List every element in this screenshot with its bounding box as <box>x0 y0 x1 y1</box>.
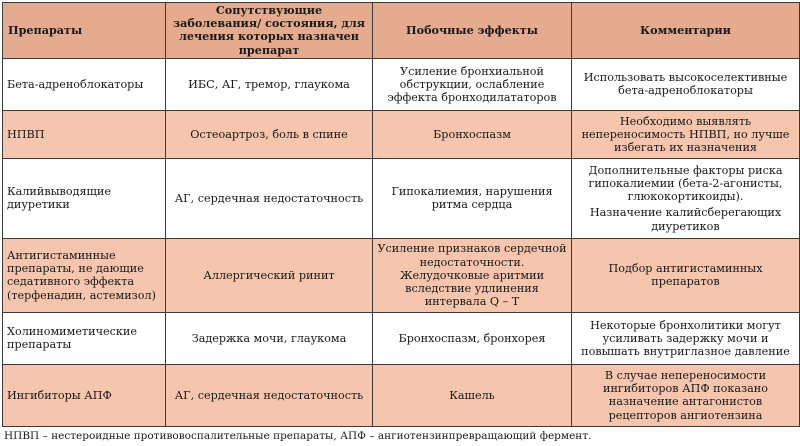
cell-drug: НПВП <box>3 110 166 158</box>
comment-line: В случае непереносимости ингибиторов АПФ показано назначение антагонистов рецепторов ангиотензина <box>603 368 768 422</box>
cell-comments <box>572 110 800 158</box>
cell-comments <box>572 312 800 364</box>
table-row <box>3 312 800 364</box>
comment-line: Некоторые бронхолитики могут усиливать задержку мочи и повышать внутриглазное давление <box>581 318 790 358</box>
header-drugs: Препараты <box>3 3 166 59</box>
cell-drug: Ингибиторы АПФ <box>3 364 166 426</box>
comment-line: Подбор антигистаминных препаратов <box>608 262 763 289</box>
cell-drug: Бета-адреноблокаторы <box>3 58 166 110</box>
cell-side-effects: Усиление бронхиальной обструкции, ослабление эффекта бронходилататоров <box>373 58 572 110</box>
cell-conditions: АГ, сердечная недостаточность <box>166 158 373 238</box>
cell-drug: Холиномиметические препараты <box>3 312 166 364</box>
cell-side-effects: Гипокалиемия, нарушения ритма сердца <box>373 158 572 238</box>
table-row <box>3 364 800 426</box>
cell-drug: Калийвыводящие диуретики <box>3 158 166 238</box>
cell-side-effects: Кашель <box>373 364 572 426</box>
header-comments: Комментарии <box>572 3 800 59</box>
cell-conditions: Остеоартроз, боль в спине <box>166 110 373 158</box>
abbreviations-footnote: НПВП – нестероидные противовоспалительные препараты, АПФ – ангиотензинпревращающий фермент. <box>4 430 592 442</box>
comment-line: Необходимо выявлять непереносимость НПВП, но лучше избегать их назначения <box>581 114 790 154</box>
cell-side-effects: Бронхоспазм, бронхорея <box>373 312 572 364</box>
cell-comments <box>572 58 800 110</box>
cell-comments <box>572 158 800 238</box>
drug-interactions-table <box>2 2 800 427</box>
cell-comments <box>572 238 800 312</box>
header-side-effects: Побочные эффекты <box>373 3 572 59</box>
table-row <box>3 238 800 312</box>
cell-comments <box>572 364 800 426</box>
table-row <box>3 58 800 110</box>
cell-conditions: ИБС, АГ, тремор, глаукома <box>166 58 373 110</box>
cell-side-effects: Бронхоспазм <box>373 110 572 158</box>
cell-conditions: АГ, сердечная недостаточность <box>166 364 373 426</box>
table-header-row <box>3 3 800 59</box>
table-row <box>3 158 800 238</box>
comment-line: Дополнительные факторы риска гипокалиемии (бета-2-агонисты, глюкокортикоиды). <box>588 163 783 204</box>
header-conditions: Сопутствующие заболевания/ состояния, для лечения которых назначен препарат <box>166 3 373 59</box>
cell-side-effects: Усиление признаков сердечной недостаточности. Желудочковые аритмии вследствие удлинения интервала Q – T <box>373 238 572 312</box>
comment-line: Использовать высокоселективные бета-адреноблокаторы <box>583 71 788 98</box>
cell-drug: Антигистаминные препараты, не дающие седативного эффекта (терфенадин, астемизол) <box>3 238 166 312</box>
cell-conditions: Аллергический ринит <box>166 238 373 312</box>
comment-line: Назначение калийсберегающих диуретиков <box>589 206 782 233</box>
table-row <box>3 110 800 158</box>
cell-conditions: Задержка мочи, глаукома <box>166 312 373 364</box>
